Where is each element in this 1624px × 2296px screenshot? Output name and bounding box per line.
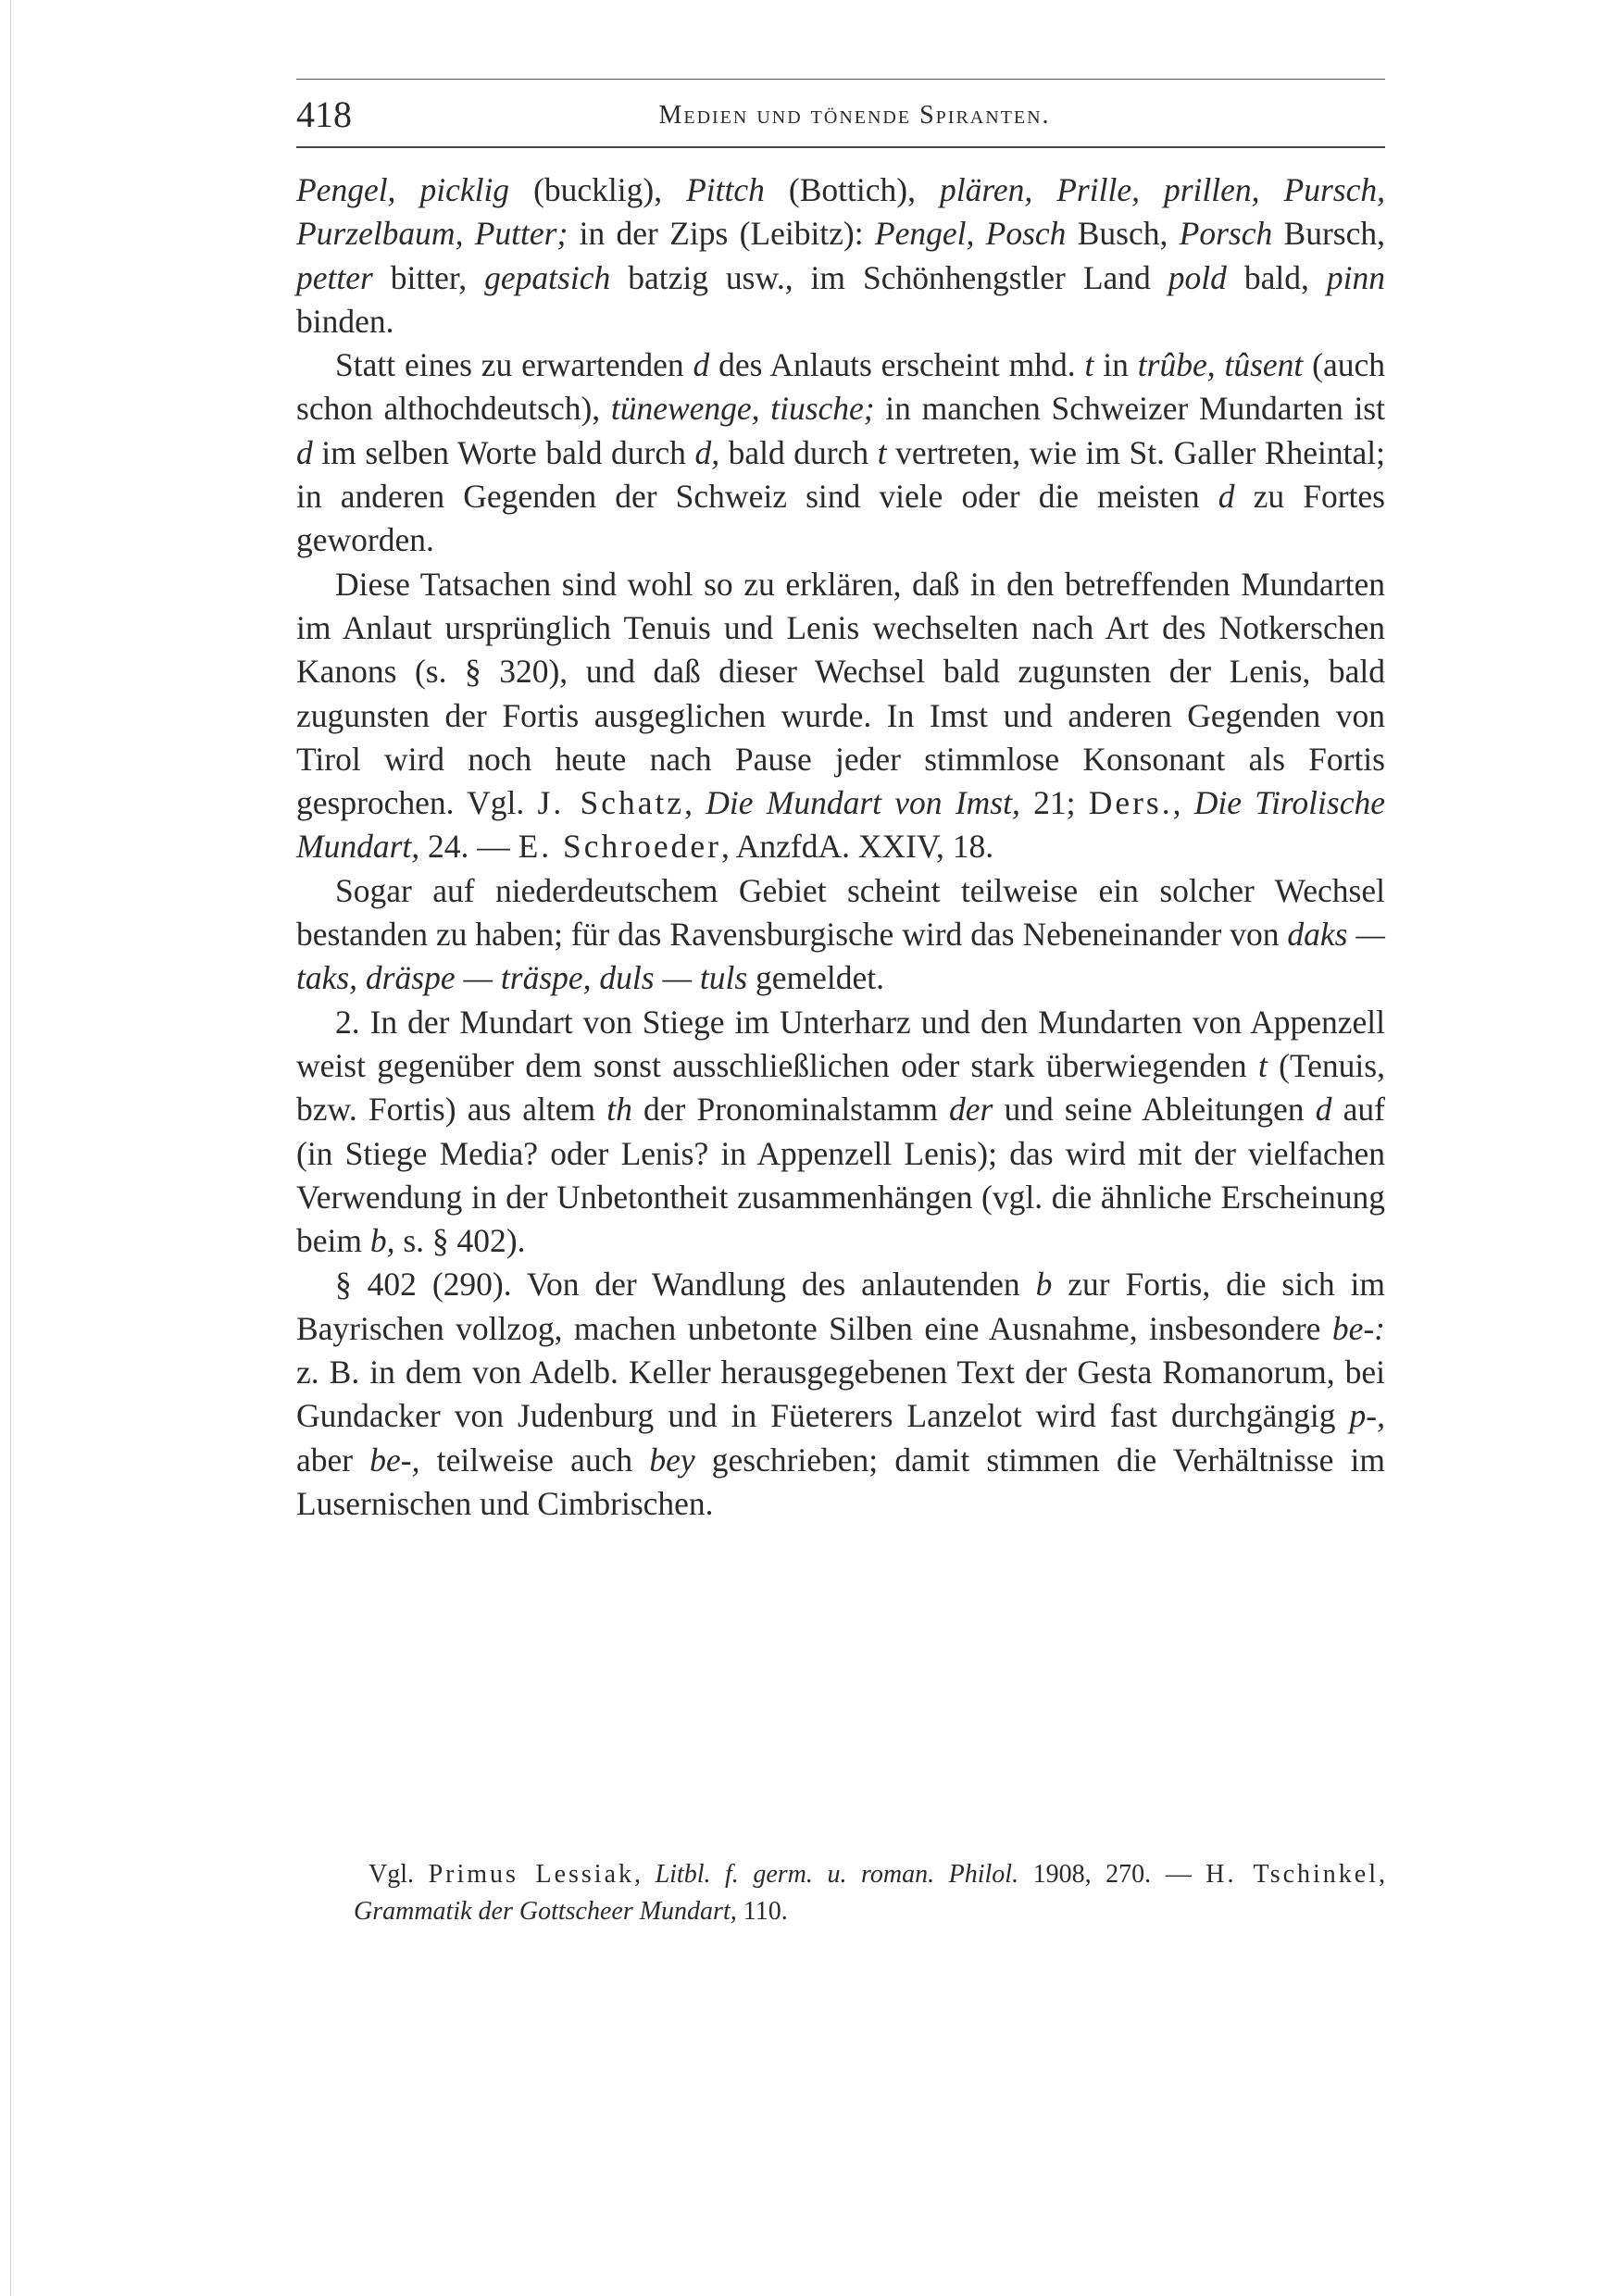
italic-term: th: [606, 1091, 632, 1129]
italic-term: pinn: [1326, 258, 1386, 296]
italic-term: Grammatik der Gottscheer Mundart,: [354, 1897, 737, 1926]
spaced-author-name: H. Tschinkel: [1206, 1860, 1380, 1889]
header-rule-top: [296, 79, 1385, 80]
italic-term: p-,: [1349, 1397, 1385, 1435]
italic-term: d: [693, 346, 710, 384]
italic-term: Porsch: [1179, 215, 1273, 253]
text-run: Bursch,: [1272, 215, 1385, 253]
text-run: aber: [296, 1441, 370, 1479]
text-run: ,: [634, 1860, 656, 1889]
text-run: ,: [1379, 1860, 1386, 1889]
text-run: in manchen Schweizer Mundarten ist: [874, 390, 1385, 428]
text-run: bald durch: [719, 433, 878, 471]
running-title: Medien und tönende Spiranten.: [658, 101, 1051, 130]
text-run: , AnzfdA. XXIV, 18.: [720, 828, 994, 866]
text-run: z. B. in dem von Adelb. Keller herausgegebenen Text der Gesta Romanorum, bei Gundacker von Judenburg und in Füeterers Lanzelot wird fast durchgängig: [296, 1354, 1385, 1435]
italic-term: t: [877, 433, 887, 471]
italic-term: Die Mundart von Imst,: [706, 784, 1020, 822]
paragraph: [296, 563, 1385, 869]
text-run: ,: [684, 784, 706, 822]
text-run: (Tenuis, bzw. Fortis) aus altem: [296, 1046, 1385, 1129]
italic-term: petter: [296, 258, 373, 296]
text-run: in: [1093, 346, 1138, 384]
italic-term: t: [1084, 346, 1094, 384]
text-run: 1908, 270. —: [1018, 1860, 1206, 1889]
text-run: § 402 (290). Von der Wandlung des anlautenden: [335, 1266, 1036, 1304]
text-run: bald,: [1226, 258, 1327, 296]
text-run: in der Zips (Leibitz):: [568, 215, 875, 253]
text-run: auf (in Stiege Media? oder Lenis? in Appenzell Lenis); das wird mit der vielfachen Verwendung in der Unbetontheit zusammenhängen (vgl. die ähnliche Erscheinung beim: [296, 1091, 1385, 1260]
text-run: im selben Worte bald durch: [312, 433, 695, 471]
italic-term: d: [1315, 1091, 1332, 1129]
paragraph: [296, 1263, 1385, 1526]
italic-term: trûbe, tûsent: [1137, 346, 1304, 384]
italic-term: Litbl. f. germ. u. roman. Philol.: [655, 1860, 1019, 1889]
italic-term: d: [1218, 478, 1235, 516]
paragraph: [296, 1001, 1385, 1264]
paragraph: [296, 343, 1385, 562]
italic-term: be-:: [1331, 1309, 1385, 1347]
text-run: (bucklig),: [509, 171, 687, 208]
italic-term: d: [296, 433, 313, 471]
scan-edge-line: [10, 0, 11, 2296]
spaced-author-name: E. Schroeder: [518, 828, 721, 866]
italic-term: d,: [694, 433, 720, 471]
italic-term: tünewenge, tiusche;: [610, 390, 875, 428]
text-run: (Bottich),: [764, 171, 940, 208]
italic-term: der: [949, 1091, 993, 1129]
text-run: bitter,: [372, 258, 485, 296]
text-run: der Pronominalstamm: [631, 1091, 950, 1129]
text-run: batzig usw., im Schönhengstler Land: [610, 258, 1168, 296]
text-run: zu Fortes geworden.: [296, 478, 1385, 559]
italic-term: b: [1035, 1266, 1053, 1304]
text-run: 24. —: [419, 828, 518, 866]
text-run: geschrieben; damit stimmen die Verhältnisse im Lusernischen und Cimbrischen.: [296, 1441, 1386, 1522]
text-run: s. § 402).: [394, 1222, 526, 1260]
text-run: vertreten, wie im St. Galler Rheintal; in anderen Gegenden der Schweiz sind viele oder die meisten: [296, 433, 1385, 516]
body-text: [296, 168, 1385, 1526]
text-run: (auch schon althochdeutsch),: [296, 346, 1385, 428]
text-run: Sogar auf niederdeutschem Gebiet scheint teilweise ein solcher Wechsel bestanden zu haben; für das Ravensburgische wird das Nebeneinander von: [296, 871, 1385, 954]
header-rule-bottom: [296, 146, 1385, 148]
italic-term: Pittch: [686, 171, 765, 208]
spaced-author-name: Primus Lessiak: [428, 1860, 634, 1889]
text-run: binden.: [296, 302, 394, 340]
text-run: ,: [1172, 784, 1194, 822]
text-run: 2. In der Mundart von Stiege im Unterharz und den Mundarten von Appenzell weist gegenüber dem sonst ausschließlichen oder stark überwiegenden: [296, 1003, 1385, 1084]
text-run: 110.: [736, 1897, 788, 1926]
text-run: teilweise auch: [419, 1441, 650, 1479]
italic-term: plären, Prille, prillen, Pursch, Purzelbaum, Putter;: [296, 171, 1385, 253]
text-run: und seine Ableitungen: [993, 1091, 1316, 1129]
italic-term: bey: [649, 1441, 695, 1479]
spaced-author-name: Ders.: [1088, 784, 1173, 822]
italic-term: t: [1257, 1046, 1268, 1084]
text-run: des Anlauts erscheint mhd.: [709, 346, 1085, 384]
italic-term: b,: [369, 1222, 395, 1260]
italic-term: pold: [1168, 258, 1227, 296]
text-run: zur Fortis, die sich im Bayrischen vollzog, machen unbetonte Silben eine Ausnahme, insbesondere: [296, 1266, 1386, 1347]
paragraph: [296, 168, 1385, 343]
text-run: Diese Tatsachen sind wohl so zu erklären, daß in den betreffenden Mundarten im Anlaut ursprünglich Tenuis und Lenis wechselten nach Art des Notkerschen Kanons (s. § 320), und daß dieser Wechsel bald zugunsten der Lenis, bald zugunsten der Fortis ausgeglichen wurde. In Imst und anderen Gegenden von Tirol wird noch heute nach Pause jeder stimmlose Konsonant als Fortis gesprochen. Vgl.: [296, 565, 1385, 822]
footnote: [354, 1856, 1385, 1930]
page-number: 418: [296, 94, 352, 135]
text-run: 21;: [1019, 784, 1089, 822]
italic-term: Pengel, picklig: [296, 171, 510, 208]
italic-term: be-,: [369, 1441, 420, 1479]
italic-term: gepatsich: [484, 258, 611, 296]
italic-term: daks — taks, dräspe — träspe, duls — tuls: [296, 916, 1385, 997]
text-run: Vgl.: [369, 1860, 429, 1889]
spaced-author-name: J. Schatz: [537, 784, 685, 822]
italic-term: Pengel, Posch: [874, 215, 1067, 253]
text-run: Busch,: [1066, 215, 1180, 253]
text-run: Statt eines zu erwartenden: [335, 346, 693, 384]
italic-term: Die Tirolische Mundart,: [296, 784, 1385, 866]
running-head: [296, 87, 1385, 143]
text-run: gemeldet.: [747, 959, 885, 997]
paragraph: [296, 869, 1385, 1001]
